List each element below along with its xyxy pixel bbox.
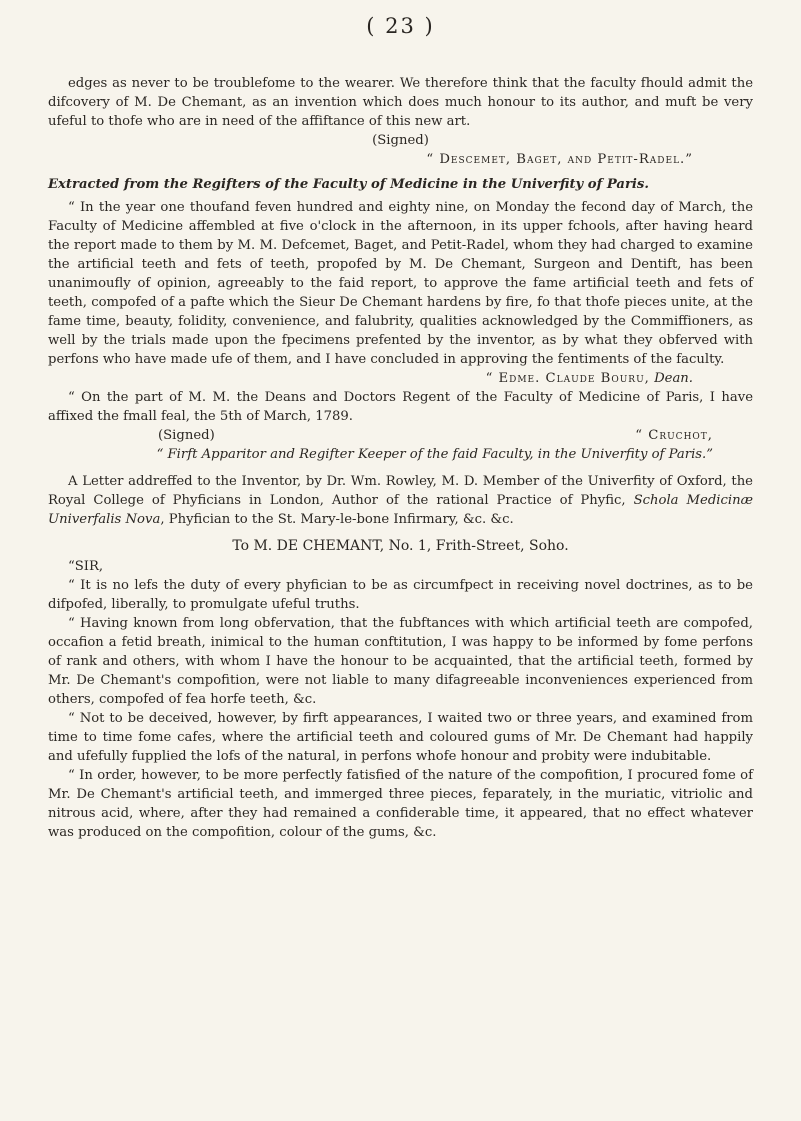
extract-heading: Extracted from the Regifters of the Faculty of Medicine in the Univerfity of Paris. [48,177,649,192]
signed-label: (Signed) [372,133,429,148]
paragraph-letter-3: “ Not to be deceived, however, by firft appearances, I waited two or three years, and examined from time to time fome cafes, where the artificial teeth and coloured gums of Mr. De Chemant had happily and ufefully fupplied the lofs of the natural, in perfons whofe honour and probity were indubitable. [48,711,753,764]
paragraph-letter-4: “ In order, however, to be more perfectly fatisfied of the nature of the compofition, I procured fome of Mr. De Chemant's artificial teeth, and immerged three pieces, feparately, in the muriatic, vitriolic and nitrous acid, where, after they had remained a confiderable time, it appeared, that no effect whatever was produced on the compofition, colour of the gums, &c. [48,768,753,840]
paragraph-faculty-minutes: “ In the year one thoufand feven hundred and eighty nine, on Monday the fecond day of March, the Faculty of Medicine affembled at five o'clock in the afternoon, in its upper fchools, after having heard the report made to them by M. M. Defcemet, Baget, and Petit-Radel, whom they had charged to examine the artificial teeth and fets of teeth, propofed by M. De Chemant, Surgeon and Dentift, has been unanimoufly of opinion, agreeably to the faid report, to approve the fame artificial teeth and fets of teeth, compofed of a pafte which the Sieur De Chemant hardens by fire, fo that thofe pieces unite, at the fame time, beauty, folidity, convenience, and falubrity, qualities acknowledged by the Commiffioners, as well by the trials made upon the fpecimens prefented by the inventor, as by what they obferved with perfons who have made ufe of them, and I have concluded in approving the fentiments of the faculty. [48,200,753,367]
apparitor-title: “ Firft Apparitor and Regifter Keeper of the faid Faculty, in the Univerfity of Paris.” [156,447,713,462]
page-number: ( 23 ) [366,14,435,38]
letter-salutation: “SIR, [68,559,104,574]
dean-title: Dean. [654,371,693,386]
dean-signature [48,369,753,388]
book-title: Schola Medicinæ Univerfalis Nova [48,493,753,527]
paragraph-letter-2: “ Having known from long obfervation, that the fubftances with which artificial teeth are compofed, occafion a fetid breath, inimical to the human conftitution, I was happy to be informed by fome perfons of rank and others, with whom I have the honour to be acquainted, that the artificial teeth, formed by Mr. De Chemant's compofition, were not liable to many difagreeable inconveniences experienced from others, compofed of fea horfe teeth, &c. [48,616,753,707]
signed-label-2: (Signed) [158,428,215,443]
signatories: “ Descemet, Baget, and Petit-Radel.” [426,152,693,167]
letter-address: To M. DE CHEMANT, No. 1, Frith-Street, Soho. [232,538,569,554]
signed-row [48,426,753,445]
paragraph-letter-1: “ It is no lefs the duty of every phyfician to be as circumfpect in receiving novel doctrines, as to be difpofed, liberally, to promulgate ufeful truths. [48,578,753,612]
apparitor-name: “ Cruchot, [635,428,713,443]
dean-name: “ Edme. Claude Bouru, [485,371,650,386]
page-body [48,74,753,842]
paragraph-seal: “ On the part of M. M. the Deans and Doctors Regent of the Faculty of Medicine of Paris, I have affixed the fmall feal, the 5th of March, 1789. [48,390,753,424]
letter-intro-text: A Letter addreffed to the Inventor, by Dr. Wm. Rowley, M. D. Member of the Univerfity of Oxford, the Royal College of Phyficians in London, Author of the rational Practice of Phyfic, [48,474,753,508]
letter-intro-end: , Phyfician to the St. Mary-le-bone Infirmary, &c. &c. [160,512,514,527]
paragraph-letter-intro [48,472,753,529]
paragraph-report-end: edges as never to be troublefome to the wearer. We therefore think that the faculty fhould admit the difcovery of M. De Chemant, as an invention which does much honour to its author, and muft be very ufeful to thofe who are in need of the affiftance of this new art. [48,76,753,129]
